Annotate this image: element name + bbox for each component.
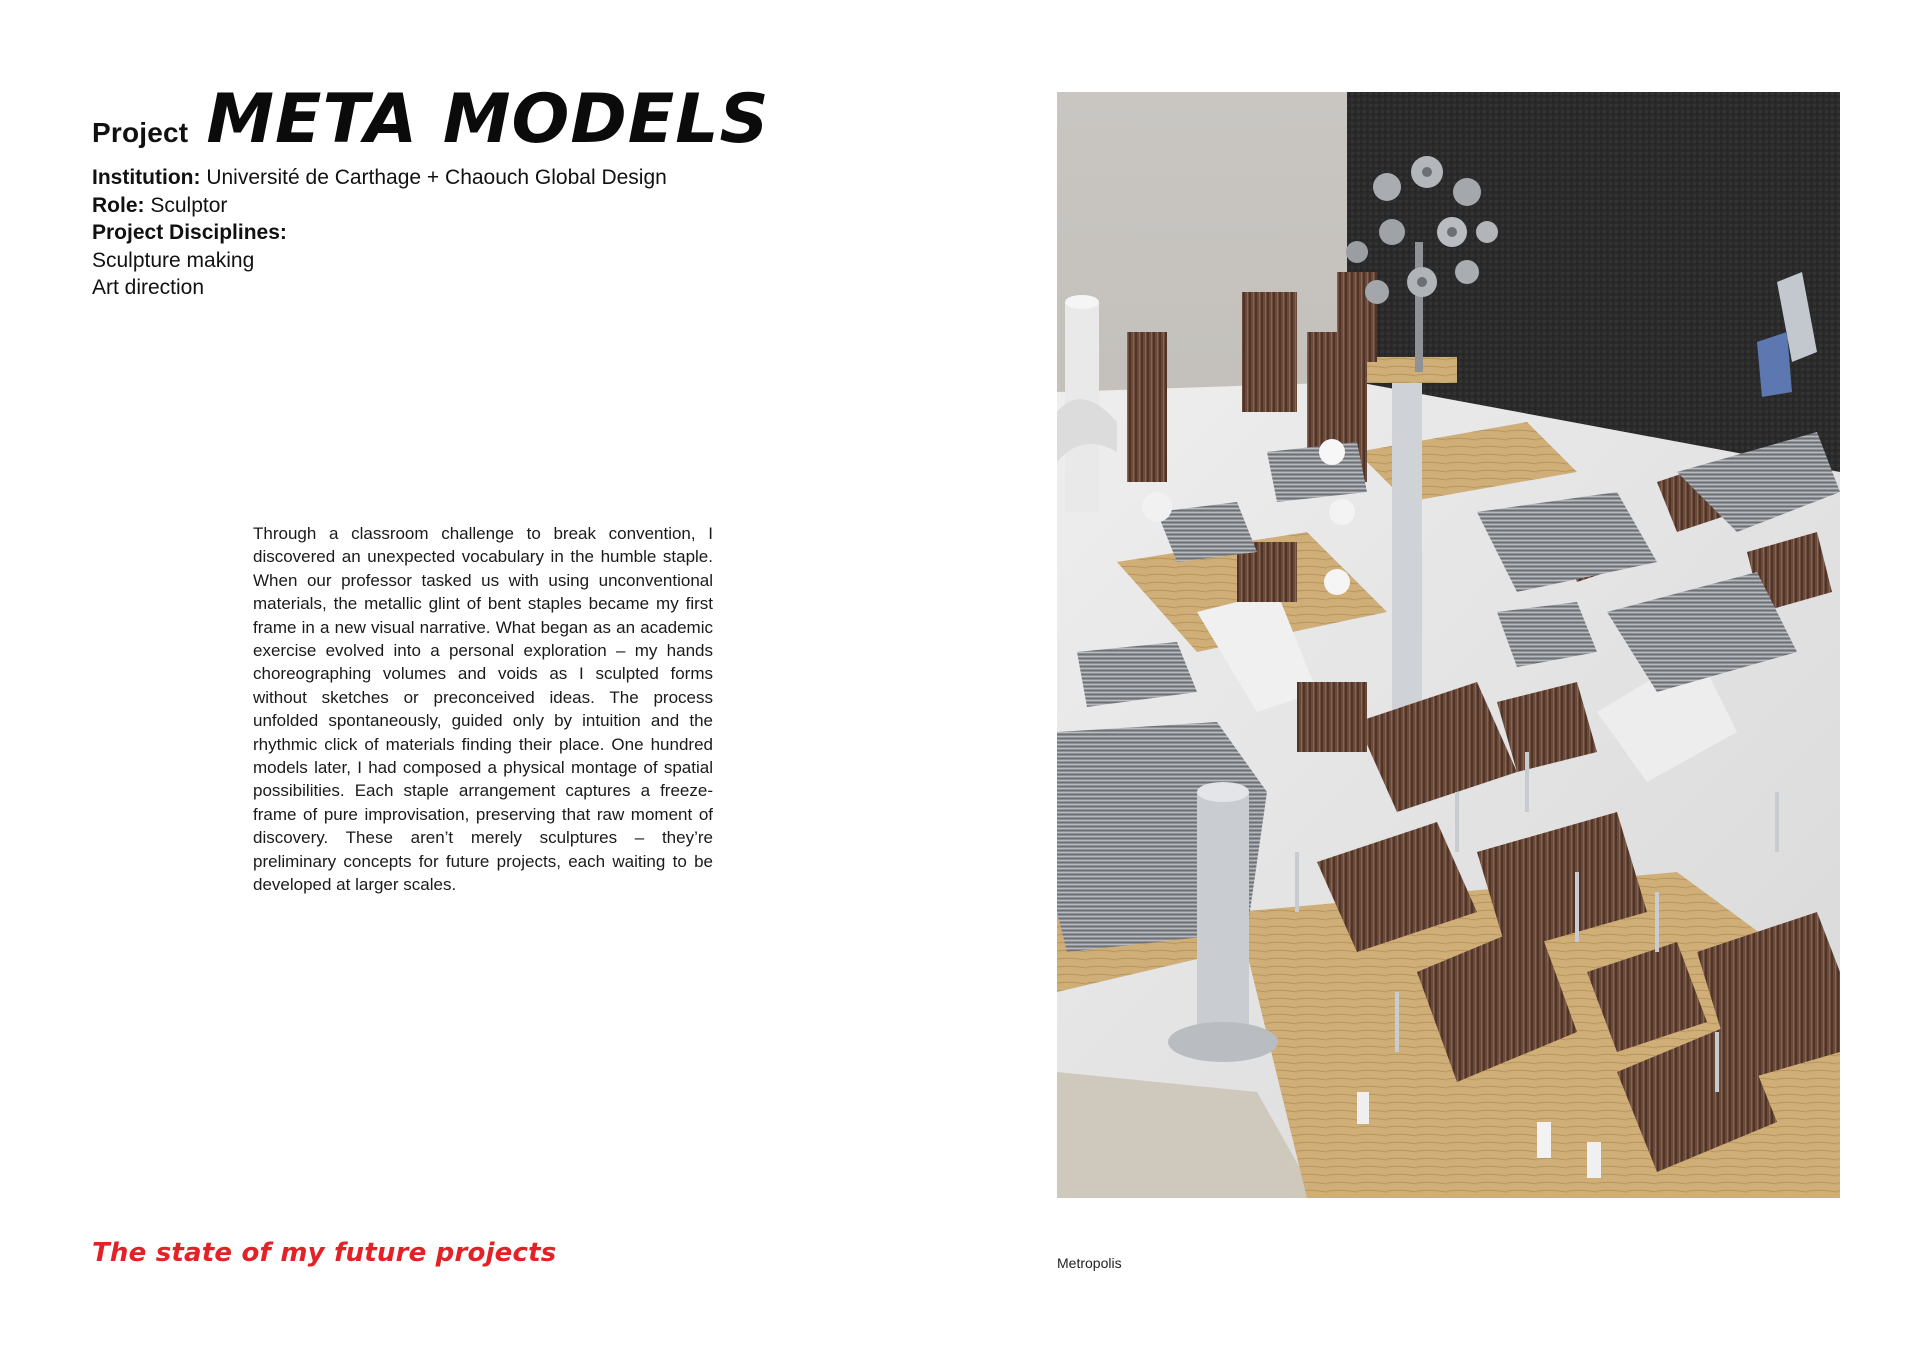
tagline: The state of my future projects <box>92 1238 557 1268</box>
project-label: Project <box>92 117 189 148</box>
institution-line <box>92 164 812 192</box>
discipline-item: Art direction <box>92 276 205 299</box>
institution-label: Institution: <box>92 166 201 189</box>
disciplines-label: Project Disciplines: <box>92 221 287 244</box>
role-label: Role: <box>92 193 145 217</box>
metropolis-photo <box>1057 92 1840 1198</box>
project-header <box>92 80 812 302</box>
sculpture-illustration <box>1057 92 1840 1198</box>
photo-caption: Metropolis <box>1057 1255 1122 1271</box>
role-line <box>92 192 812 220</box>
institution-value: Université de Carthage + Chaouch Global Design <box>206 166 667 189</box>
role-value: Sculptor <box>150 193 228 217</box>
discipline-item: Sculpture making <box>92 248 255 272</box>
project-title: META MODELS <box>206 80 770 159</box>
title-row <box>92 80 812 159</box>
project-details <box>92 164 812 302</box>
project-description: Through a classroom challenge to break convention, I discovered an unexpected vocabulary in the humble staple. When our professor tasked us with using unconventional materials, the metallic glint of bent staples became my first frame in a new visual narrative. What began as an academic exercise evolved into a personal exploration – my hands choreographing volumes and voids as I sculpted forms without sketches or preconceived ideas. The process unfolded spontaneously, guided only by intuition and the rhythmic click of materials finding their place. One hundred models later, I had composed a physical montage of spatial possibilities. Each staple arrangement captures a freeze-frame of pure improvisation, preserving that raw moment of discovery. These aren’t merely sculptures – they’re preliminary concepts for future projects, each waiting to be developed at larger scales. <box>253 524 713 895</box>
